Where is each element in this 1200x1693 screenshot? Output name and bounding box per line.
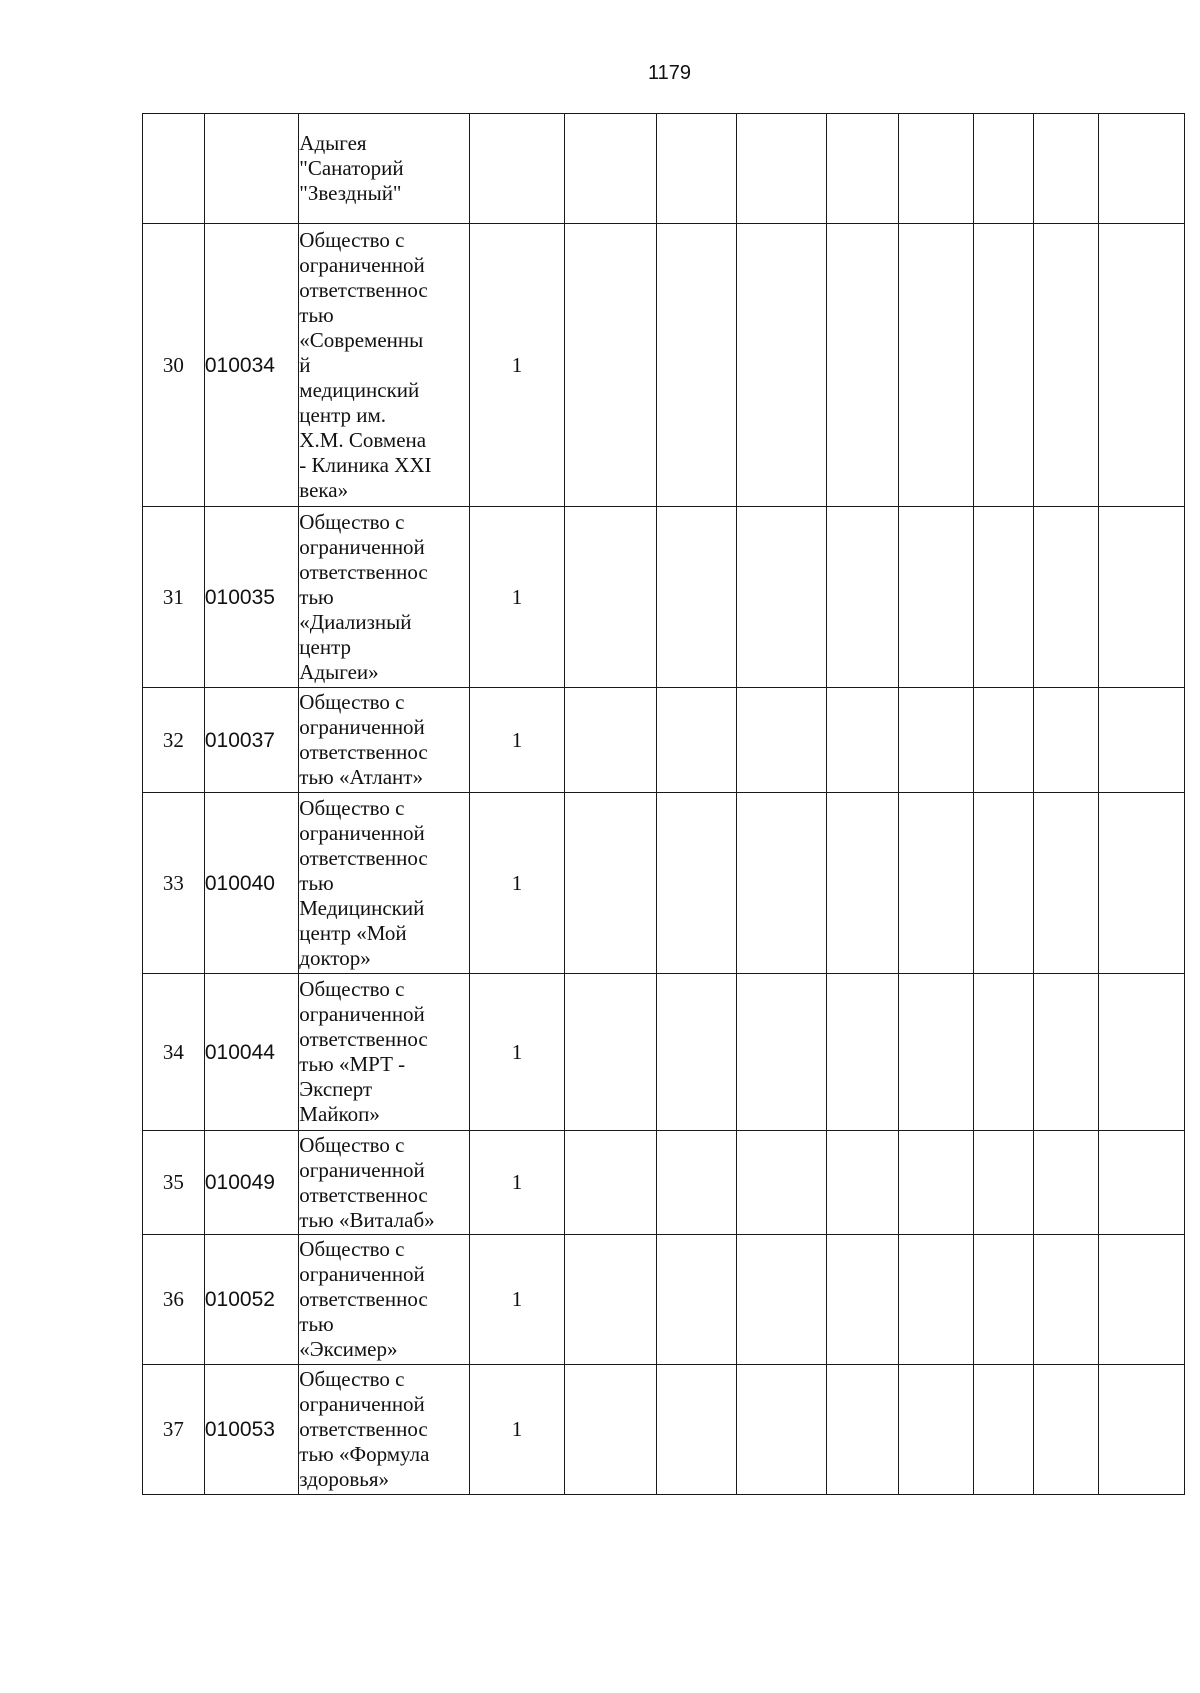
empty-cell bbox=[1034, 1131, 1099, 1235]
organization-name-line: Общество с bbox=[299, 977, 405, 1001]
organization-name-line: доктор» bbox=[299, 945, 371, 970]
organization-name-line: ответственнос bbox=[299, 845, 428, 870]
table-row bbox=[143, 688, 1185, 793]
row-number-cell: 30 bbox=[143, 224, 205, 507]
empty-cell bbox=[1099, 114, 1185, 224]
empty-cell bbox=[899, 114, 974, 224]
organization-name-cell bbox=[299, 1235, 469, 1365]
organization-name-line: Общество с bbox=[299, 509, 405, 534]
organization-name-line: «Эксимер» bbox=[299, 1337, 398, 1361]
organization-name-line: ответственнос bbox=[299, 1287, 428, 1311]
organization-name-line: Х.М. Совмена bbox=[299, 427, 427, 452]
organization-name-line: ограниченной bbox=[299, 820, 425, 845]
organization-name-line: "Санаторий bbox=[299, 156, 404, 180]
organization-name-line: ограниченной bbox=[299, 715, 425, 739]
organization-name-line: Общество с bbox=[299, 227, 405, 252]
quantity-cell: 1 bbox=[469, 1235, 565, 1365]
empty-cell bbox=[899, 1235, 974, 1365]
organization-name-line: ограниченной bbox=[299, 1392, 425, 1416]
empty-cell bbox=[657, 224, 736, 507]
organization-name-line: «Диализный bbox=[299, 609, 412, 634]
organization-name-line: - Клиника XXI bbox=[299, 452, 432, 477]
row-number-cell: 36 bbox=[143, 1235, 205, 1365]
organization-name-line: Общество с bbox=[299, 1132, 405, 1157]
empty-cell bbox=[826, 224, 899, 507]
empty-cell bbox=[736, 1365, 826, 1495]
row-number-cell: 31 bbox=[143, 507, 205, 688]
empty-cell bbox=[974, 507, 1034, 688]
organization-name-line: ограниченной bbox=[299, 1002, 425, 1026]
organization-name-line: ответственнос bbox=[299, 277, 428, 302]
empty-cell bbox=[657, 1131, 736, 1235]
empty-cell bbox=[1034, 688, 1099, 793]
empty-cell bbox=[1034, 507, 1099, 688]
empty-cell bbox=[565, 224, 657, 507]
organization-name-line: тью «МРТ - bbox=[299, 1052, 406, 1076]
empty-cell bbox=[1099, 974, 1185, 1131]
registry-table bbox=[142, 113, 1185, 1495]
empty-cell bbox=[974, 1131, 1034, 1235]
organization-code-cell: 010037 bbox=[204, 688, 298, 793]
quantity-cell: 1 bbox=[469, 793, 565, 974]
empty-cell bbox=[657, 793, 736, 974]
organization-name-line: Общество с bbox=[299, 1367, 405, 1391]
empty-cell bbox=[657, 1365, 736, 1495]
empty-cell bbox=[565, 974, 657, 1131]
quantity-cell: 1 bbox=[469, 507, 565, 688]
organization-name-line: Общество с bbox=[299, 795, 405, 820]
row-number-cell: 37 bbox=[143, 1365, 205, 1495]
empty-cell bbox=[565, 507, 657, 688]
quantity-cell bbox=[469, 114, 565, 224]
organization-name-line: ответственнос bbox=[299, 1027, 428, 1051]
row-number-cell: 35 bbox=[143, 1131, 205, 1235]
empty-cell bbox=[736, 507, 826, 688]
organization-name-line: Адыгеи» bbox=[299, 659, 379, 684]
empty-cell bbox=[1034, 1235, 1099, 1365]
empty-cell bbox=[736, 793, 826, 974]
quantity-cell: 1 bbox=[469, 974, 565, 1131]
organization-name-line: тью «Виталаб» bbox=[299, 1207, 435, 1232]
organization-name-line: центр «Мой bbox=[299, 920, 407, 945]
empty-cell bbox=[974, 793, 1034, 974]
empty-cell bbox=[826, 1365, 899, 1495]
organization-name-line: Общество с bbox=[299, 1237, 405, 1261]
page-number: 1179 bbox=[647, 62, 691, 84]
empty-cell bbox=[974, 1235, 1034, 1365]
empty-cell bbox=[1034, 974, 1099, 1131]
empty-cell bbox=[1099, 507, 1185, 688]
quantity-cell: 1 bbox=[469, 1365, 565, 1495]
empty-cell bbox=[1099, 688, 1185, 793]
empty-cell bbox=[826, 974, 899, 1131]
organization-code-cell: 010049 bbox=[204, 1131, 298, 1235]
empty-cell bbox=[736, 224, 826, 507]
empty-cell bbox=[565, 793, 657, 974]
organization-name-cell bbox=[299, 688, 469, 793]
empty-cell bbox=[974, 974, 1034, 1131]
empty-cell bbox=[899, 974, 974, 1131]
table-row bbox=[143, 1365, 1185, 1495]
empty-cell bbox=[826, 114, 899, 224]
empty-cell bbox=[826, 793, 899, 974]
empty-cell bbox=[565, 688, 657, 793]
empty-cell bbox=[899, 1365, 974, 1495]
organization-name-cell bbox=[299, 1131, 469, 1235]
empty-cell bbox=[899, 1131, 974, 1235]
organization-name-line: тью bbox=[299, 1312, 334, 1336]
empty-cell bbox=[1034, 114, 1099, 224]
empty-cell bbox=[826, 1235, 899, 1365]
organization-name-line: ответственнос bbox=[299, 1417, 428, 1441]
organization-name-cell bbox=[299, 1365, 469, 1495]
empty-cell bbox=[736, 114, 826, 224]
empty-cell bbox=[657, 974, 736, 1131]
empty-cell bbox=[899, 224, 974, 507]
table-row bbox=[143, 1131, 1185, 1235]
organization-name-line: здоровья» bbox=[299, 1467, 390, 1491]
empty-cell bbox=[1099, 224, 1185, 507]
empty-cell bbox=[974, 1365, 1034, 1495]
organization-code-cell: 010035 bbox=[204, 507, 298, 688]
empty-cell bbox=[1034, 793, 1099, 974]
organization-code-cell: 010040 bbox=[204, 793, 298, 974]
empty-cell bbox=[826, 1131, 899, 1235]
organization-name-line: Майкоп» bbox=[299, 1102, 380, 1126]
empty-cell bbox=[899, 688, 974, 793]
organization-code-cell: 010044 bbox=[204, 974, 298, 1131]
empty-cell bbox=[565, 1131, 657, 1235]
empty-cell bbox=[565, 1235, 657, 1365]
organization-name-line: центр bbox=[299, 634, 352, 659]
empty-cell bbox=[899, 507, 974, 688]
organization-name-cell bbox=[299, 507, 469, 688]
table-row bbox=[143, 793, 1185, 974]
organization-name-cell bbox=[299, 114, 469, 224]
organization-name-line: й bbox=[299, 352, 311, 377]
empty-cell bbox=[1099, 1365, 1185, 1495]
organization-name-line: «Современны bbox=[299, 327, 424, 352]
row-number-cell bbox=[143, 114, 205, 224]
empty-cell bbox=[657, 688, 736, 793]
organization-name-line: тью bbox=[299, 870, 334, 895]
row-number-cell: 32 bbox=[143, 688, 205, 793]
quantity-cell: 1 bbox=[469, 688, 565, 793]
organization-name-line: "Звездный" bbox=[299, 181, 402, 205]
empty-cell bbox=[974, 224, 1034, 507]
empty-cell bbox=[736, 1235, 826, 1365]
organization-name-line: медицинский bbox=[299, 377, 420, 402]
organization-name-line: центр им. bbox=[299, 402, 387, 427]
organization-name-line: Адыгея bbox=[299, 131, 367, 155]
organization-name-line: ответственнос bbox=[299, 740, 428, 764]
empty-cell bbox=[657, 1235, 736, 1365]
empty-cell bbox=[1034, 224, 1099, 507]
table-row bbox=[143, 1235, 1185, 1365]
organization-name-line: века» bbox=[299, 477, 349, 502]
row-number-cell: 34 bbox=[143, 974, 205, 1131]
organization-code-cell bbox=[204, 114, 298, 224]
empty-cell bbox=[565, 1365, 657, 1495]
empty-cell bbox=[657, 507, 736, 688]
organization-name-line: тью bbox=[299, 584, 334, 609]
table-row bbox=[143, 114, 1185, 224]
organization-name-line: тью «Формула bbox=[299, 1442, 430, 1466]
empty-cell bbox=[736, 688, 826, 793]
table-row bbox=[143, 974, 1185, 1131]
empty-cell bbox=[565, 114, 657, 224]
organization-name-line: Эксперт bbox=[299, 1077, 373, 1101]
empty-cell bbox=[1099, 1131, 1185, 1235]
organization-name-cell bbox=[299, 974, 469, 1131]
organization-name-line: ограниченной bbox=[299, 1157, 425, 1182]
empty-cell bbox=[826, 507, 899, 688]
organization-name-line: тью bbox=[299, 302, 334, 327]
empty-cell bbox=[1099, 793, 1185, 974]
organization-name-line: ограниченной bbox=[299, 252, 425, 277]
empty-cell bbox=[974, 688, 1034, 793]
organization-name-line: тью «Атлант» bbox=[299, 765, 423, 789]
organization-name-cell bbox=[299, 793, 469, 974]
organization-name-line: ограниченной bbox=[299, 1262, 425, 1286]
organization-name-line: Медицинский bbox=[299, 895, 425, 920]
table-row bbox=[143, 224, 1185, 507]
empty-cell bbox=[826, 688, 899, 793]
organization-code-cell: 010052 bbox=[204, 1235, 298, 1365]
organization-code-cell: 010034 bbox=[204, 224, 298, 507]
empty-cell bbox=[899, 793, 974, 974]
organization-name-line: ответственнос bbox=[299, 1182, 428, 1207]
empty-cell bbox=[1034, 1365, 1099, 1495]
organization-name-cell bbox=[299, 224, 469, 507]
empty-cell bbox=[974, 114, 1034, 224]
organization-code-cell: 010053 bbox=[204, 1365, 298, 1495]
quantity-cell: 1 bbox=[469, 224, 565, 507]
organization-name-line: ответственнос bbox=[299, 559, 428, 584]
table-row bbox=[143, 507, 1185, 688]
empty-cell bbox=[736, 1131, 826, 1235]
organization-name-line: Общество с bbox=[299, 690, 405, 714]
empty-cell bbox=[657, 114, 736, 224]
empty-cell bbox=[736, 974, 826, 1131]
empty-cell bbox=[1099, 1235, 1185, 1365]
quantity-cell: 1 bbox=[469, 1131, 565, 1235]
organization-name-line: ограниченной bbox=[299, 534, 425, 559]
row-number-cell: 33 bbox=[143, 793, 205, 974]
